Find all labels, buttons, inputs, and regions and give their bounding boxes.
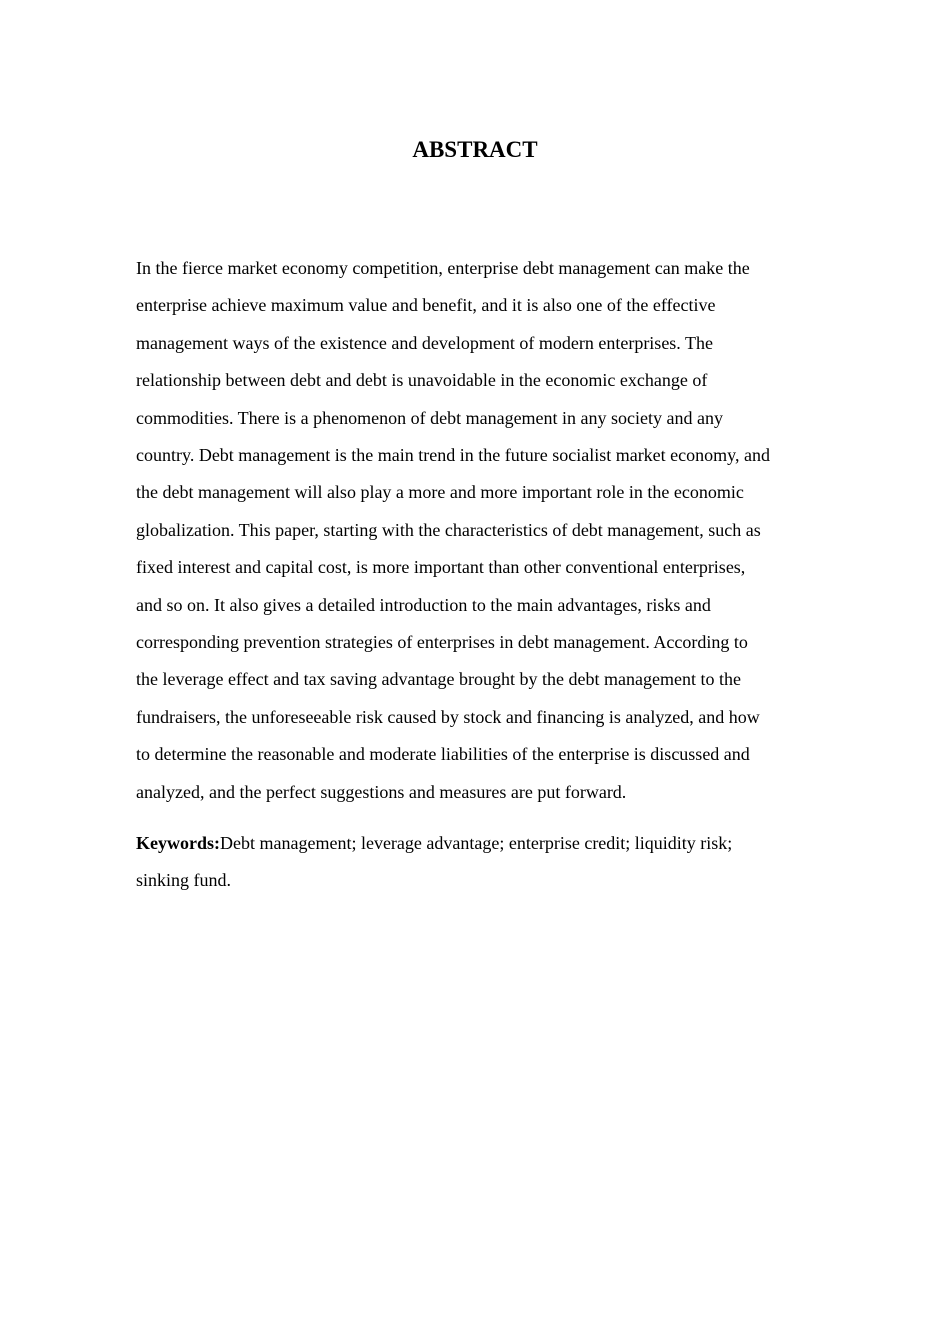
abstract-line: commodities. There is a phenomenon of debt management in any society and any xyxy=(136,407,724,428)
keywords-line xyxy=(136,825,826,862)
abstract-line: management ways of the existence and development of modern enterprises. The xyxy=(136,332,713,353)
abstract-line: fixed interest and capital cost, is more important than other conventional enterprises, xyxy=(136,557,746,578)
abstract-line: In the fierce market economy competition, enterprise debt management can make the xyxy=(136,258,750,278)
abstract-line: corresponding prevention strategies of enterprises in debt management. According to xyxy=(136,632,748,653)
abstract-line: enterprise achieve maximum value and benefit, and it is also one of the effective xyxy=(136,295,716,316)
abstract-body xyxy=(136,250,826,811)
keywords-section xyxy=(136,825,826,900)
keywords-label: Keywords: xyxy=(136,833,220,853)
abstract-title: ABSTRACT xyxy=(412,137,538,162)
abstract-line: globalization. This paper, starting with the characteristics of debt management, such as xyxy=(136,519,761,540)
keywords-line-continued: sinking fund. xyxy=(136,870,232,891)
abstract-line: to determine the reasonable and moderate liabilities of the enterprise is discussed and xyxy=(136,744,750,765)
abstract-line: fundraisers, the unforeseeable risk caused by stock and financing is analyzed, and how xyxy=(136,706,760,727)
abstract-line: country. Debt management is the main trend in the future socialist market economy, and xyxy=(136,445,770,466)
abstract-line: the debt management will also play a more and more important role in the economic xyxy=(136,482,744,503)
keywords-text: Debt management; leverage advantage; enterprise credit; liquidity risk; xyxy=(220,833,733,853)
abstract-line: and so on. It also gives a detailed introduction to the main advantages, risks and xyxy=(136,594,711,615)
abstract-line: the leverage effect and tax saving advantage brought by the debt management to the xyxy=(136,669,741,690)
abstract-line: analyzed, and the perfect suggestions and measures are put forward. xyxy=(136,781,627,802)
abstract-line: relationship between debt and debt is unavoidable in the economic exchange of xyxy=(136,370,708,391)
